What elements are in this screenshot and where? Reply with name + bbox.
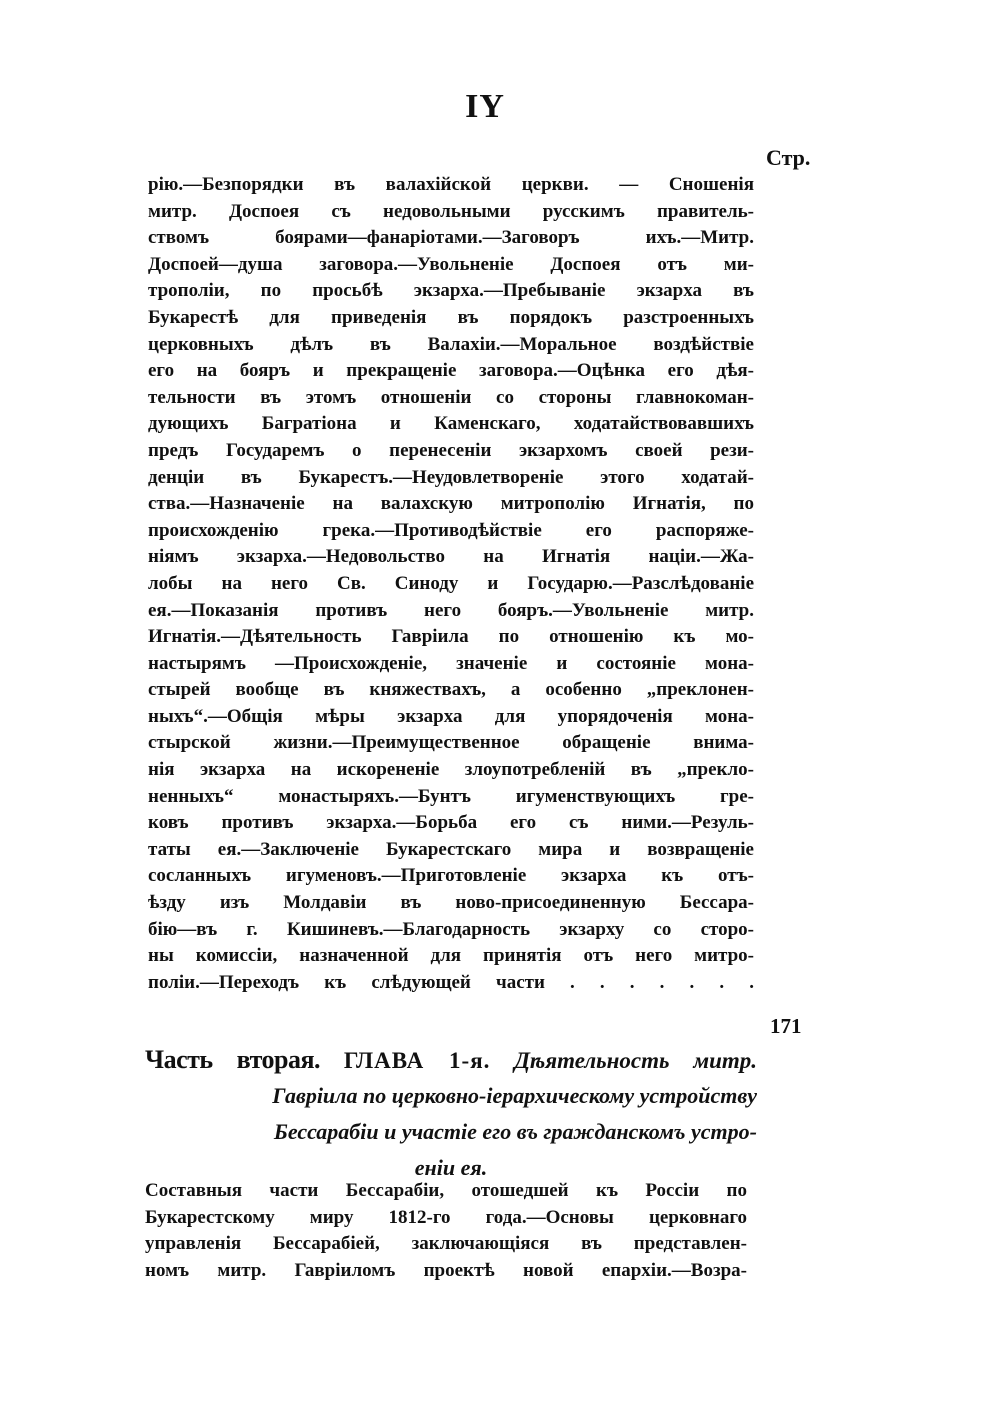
text-line: дующихъ Багратіона и Каменскаго, ходатайствовавшихъ	[148, 413, 754, 435]
text-line: Букарестѣ для приведенія въ порядокъ разстроенныхъ	[148, 306, 754, 328]
heading-line	[145, 1042, 757, 1078]
page-column-label: Стр.	[766, 145, 811, 170]
part-two-heading	[145, 1042, 757, 1186]
text-line: ствомъ боярами—фанаріотами.—Заговоръ ихъ.—Митр.	[148, 227, 754, 249]
text-line: ея.—Показанія противъ него бояръ.—Увольненіе митр.	[148, 599, 754, 621]
text-line: ненныхъ“ монастыряхъ.—Бунтъ игуменствующихъ гре-	[148, 785, 754, 807]
text-line: предъ Государемъ о перенесеніи экзархомъ своей рези-	[148, 439, 754, 461]
text-line: тельности въ этомъ отношеніи со стороны главнокоман-	[148, 386, 754, 408]
chapter-title-line: еніи ея.	[414, 1155, 488, 1180]
text-line: денціи въ Букарестъ.—Неудовлетвореніе этого ходатай-	[148, 466, 754, 488]
toc-entry-text	[148, 172, 754, 996]
text-line: происхожденію грека.—Противодѣйствіе его распоряже-	[148, 519, 754, 541]
text-line: ныхъ“.—Общія мѣры экзарха для упорядоченія мона-	[148, 705, 754, 727]
page-number: IY	[465, 88, 505, 125]
text-line: ства.—Назначеніе на валахскую митрополію Игнатія, по	[148, 493, 754, 515]
text-line: рію.—Безпорядки въ валахійской церкви. — Сношенія	[148, 174, 754, 195]
text-line: Букарестскому миру 1812-го года.—Основы церковнаго	[145, 1206, 747, 1228]
chapter-label: ГЛАВА 1-я.	[343, 1048, 491, 1073]
text-line: Доспоей—душа заговора.—Увольненіе Доспоея отъ ми-	[148, 253, 754, 275]
text-line: бію—въ г. Кишиневъ.—Благодарность экзарху со сторо-	[148, 918, 754, 940]
text-line: лобы на него Св. Синоду и Государю.—Разслѣдованіе	[148, 572, 754, 594]
text-line: Игнатія.—Дѣятельность Гавріила по отношенію къ мо-	[148, 626, 754, 648]
text-line: его на бояръ и прекращеніе заговора.—Оцѣнка его дѣя-	[148, 360, 754, 382]
entry-page-reference: 171	[770, 1014, 802, 1038]
text-line: стырей вообще въ княжествахъ, а особенно „преклонен-	[148, 679, 754, 701]
text-line: управленія Бессарабіей, заключающіяся въ представлен-	[145, 1233, 747, 1255]
text-line: ковъ противъ экзарха.—Борьба его съ ними.—Резуль-	[148, 812, 754, 834]
chapter-title-start: Дѣятельность митр.	[514, 1048, 757, 1073]
text-line: настырямъ —Происхожденіе, значеніе и состояніе мона-	[148, 652, 754, 674]
text-line: стырской жизни.—Преимущественное обращеніе внима-	[148, 732, 754, 754]
part-two-summary	[145, 1178, 747, 1284]
text-line: нія экзарха на искорененіе злоупотребленій въ „преклo-	[148, 759, 754, 781]
part-label: Часть вторая.	[145, 1045, 321, 1074]
text-line: ны комиссіи, назначенной для принятія отъ него митро-	[148, 945, 754, 967]
chapter-title-line: Гавріила по церковно-іерархическому устройству	[272, 1083, 757, 1108]
text-line: поліи.—Переходъ къ слѣдующей части . . . . . . .	[148, 971, 754, 993]
text-line: ѣзду изъ Молдавіи въ ново-присоединенную Бессара-	[148, 892, 754, 914]
text-line: митр. Доспоея съ недовольными русскимъ правитель-	[148, 200, 754, 222]
text-line: трополіи, по просьбѣ экзарха.—Пребываніе экзарха въ	[148, 280, 754, 302]
text-line: церковныхъ дѣлъ въ Валахіи.—Моральное воздѣйствіе	[148, 333, 754, 355]
chapter-title-line: Бессарабіи и участіе его въ гражданскомъ устро-	[273, 1119, 757, 1144]
text-line: ніямъ экзарха.—Недовольство на Игнатія націи.—Жа-	[148, 546, 754, 568]
text-line: номъ митр. Гавріиломъ проектѣ новой епархіи.—Возра-	[145, 1259, 747, 1281]
text-line: таты ея.—Заключеніе Букарестскаго мира и возвращеніе	[148, 838, 754, 860]
text-line: сосланныхъ игуменовъ.—Приготовленіе экзарха къ отъ-	[148, 865, 754, 887]
text-line: Составныя части Бессарабіи, отошедшей къ Россіи по	[145, 1180, 747, 1201]
